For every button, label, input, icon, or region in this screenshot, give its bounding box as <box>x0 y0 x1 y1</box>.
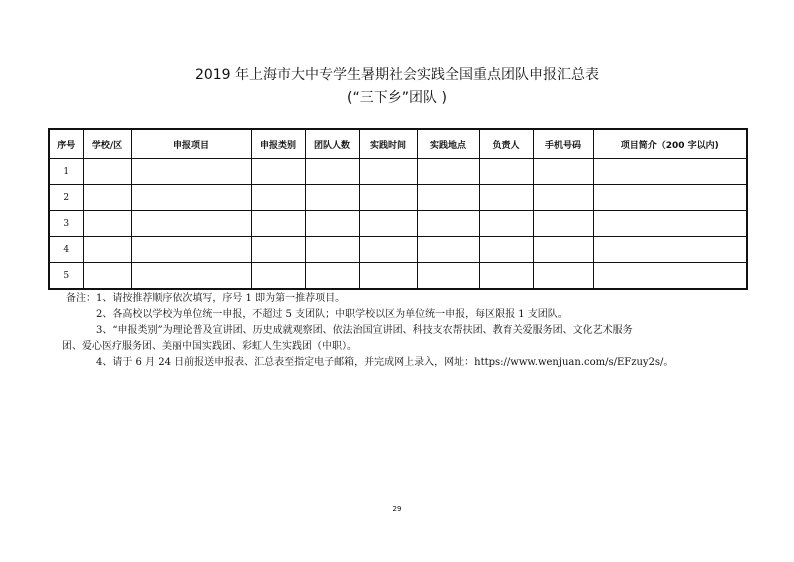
phone-cell <box>533 211 593 237</box>
leader-cell <box>479 211 533 237</box>
phone-cell <box>533 159 593 185</box>
page-number: 29 <box>392 505 402 513</box>
project-cell <box>131 159 251 185</box>
team-size-cell <box>305 237 359 263</box>
note-item-4: 4、请于 6 月 24 日前报送申报表、汇总表至指定电子邮箱，并完成网上录入，网址：https://www.wenjuan.com/s/EFzuy2s/。 <box>96 357 674 368</box>
time-cell <box>359 211 417 237</box>
leader-cell <box>479 237 533 263</box>
school-cell <box>83 185 131 211</box>
column-header-seq: 序号 <box>49 129 83 159</box>
team-size-cell <box>305 185 359 211</box>
category-cell <box>251 237 305 263</box>
time-cell <box>359 159 417 185</box>
table-row <box>49 263 747 290</box>
school-cell <box>83 263 131 290</box>
time-cell <box>359 237 417 263</box>
summary-cell <box>593 159 747 185</box>
time-cell <box>359 185 417 211</box>
table-header-row <box>49 129 747 159</box>
category-cell <box>251 263 305 290</box>
summary-cell <box>593 185 747 211</box>
time-cell <box>359 263 417 290</box>
column-header-time: 实践时间 <box>359 129 417 159</box>
notes-label: 备注： <box>66 293 96 304</box>
page-title: 2019 年上海市大中专学生暑期社会实践全国重点团队申报汇总表 <box>194 67 600 83</box>
table-row <box>49 211 747 237</box>
project-cell <box>131 185 251 211</box>
project-cell <box>131 211 251 237</box>
team-size-cell <box>305 211 359 237</box>
school-cell <box>83 159 131 185</box>
leader-cell <box>479 159 533 185</box>
school-cell <box>83 237 131 263</box>
phone-cell <box>533 263 593 290</box>
table-row <box>49 159 747 185</box>
note-line <box>62 339 756 355</box>
column-header-team-size: 团队人数 <box>305 129 359 159</box>
row-seq-cell: 4 <box>49 237 83 263</box>
column-header-category: 申报类别 <box>251 129 305 159</box>
leader-cell <box>479 263 533 290</box>
note-line <box>66 323 756 339</box>
location-cell <box>417 159 479 185</box>
phone-cell <box>533 185 593 211</box>
row-seq-cell: 1 <box>49 159 83 185</box>
note-item-2: 2、各高校以学校为单位统一申报，不超过 5 支团队；中职学校以区为单位统一申报，每区限报 1 支团队。 <box>96 309 568 320</box>
leader-cell <box>479 185 533 211</box>
column-header-summary: 项目简介（200 字以内) <box>593 129 747 159</box>
team-size-cell <box>305 159 359 185</box>
summary-table <box>48 128 748 290</box>
summary-cell <box>593 211 747 237</box>
note-line <box>66 355 756 371</box>
table-row <box>49 237 747 263</box>
column-header-project: 申报项目 <box>131 129 251 159</box>
column-header-school: 学校/区 <box>83 129 131 159</box>
project-cell <box>131 237 251 263</box>
note-line <box>66 307 756 323</box>
row-seq-cell: 3 <box>49 211 83 237</box>
location-cell <box>417 263 479 290</box>
notes-section <box>62 291 756 371</box>
location-cell <box>417 211 479 237</box>
row-seq-cell: 2 <box>49 185 83 211</box>
summary-cell <box>593 263 747 290</box>
row-seq-cell: 5 <box>49 263 83 290</box>
project-cell <box>131 263 251 290</box>
column-header-location: 实践地点 <box>417 129 479 159</box>
summary-cell <box>593 237 747 263</box>
note-item-1: 1、请按推荐顺序依次填写，序号 1 即为第一推荐项目。 <box>96 293 346 304</box>
column-header-phone: 手机号码 <box>533 129 593 159</box>
school-cell <box>83 211 131 237</box>
phone-cell <box>533 237 593 263</box>
page-subtitle: (“三下乡”团队 ) <box>347 90 447 106</box>
column-header-leader: 负责人 <box>479 129 533 159</box>
table-row <box>49 185 747 211</box>
note-line <box>66 291 756 307</box>
category-cell <box>251 185 305 211</box>
note-item-3: 3、“申报类别”为理论普及宣讲团、历史成就观察团、依法治国宣讲团、科技支农帮扶团、教育关爱服务团、文化艺术服务 <box>96 325 633 336</box>
category-cell <box>251 159 305 185</box>
team-size-cell <box>305 263 359 290</box>
location-cell <box>417 237 479 263</box>
location-cell <box>417 185 479 211</box>
note-item-3-continued: 团、爱心医疗服务团、美丽中国实践团、彩虹人生实践团（中职）。 <box>62 341 357 352</box>
category-cell <box>251 211 305 237</box>
